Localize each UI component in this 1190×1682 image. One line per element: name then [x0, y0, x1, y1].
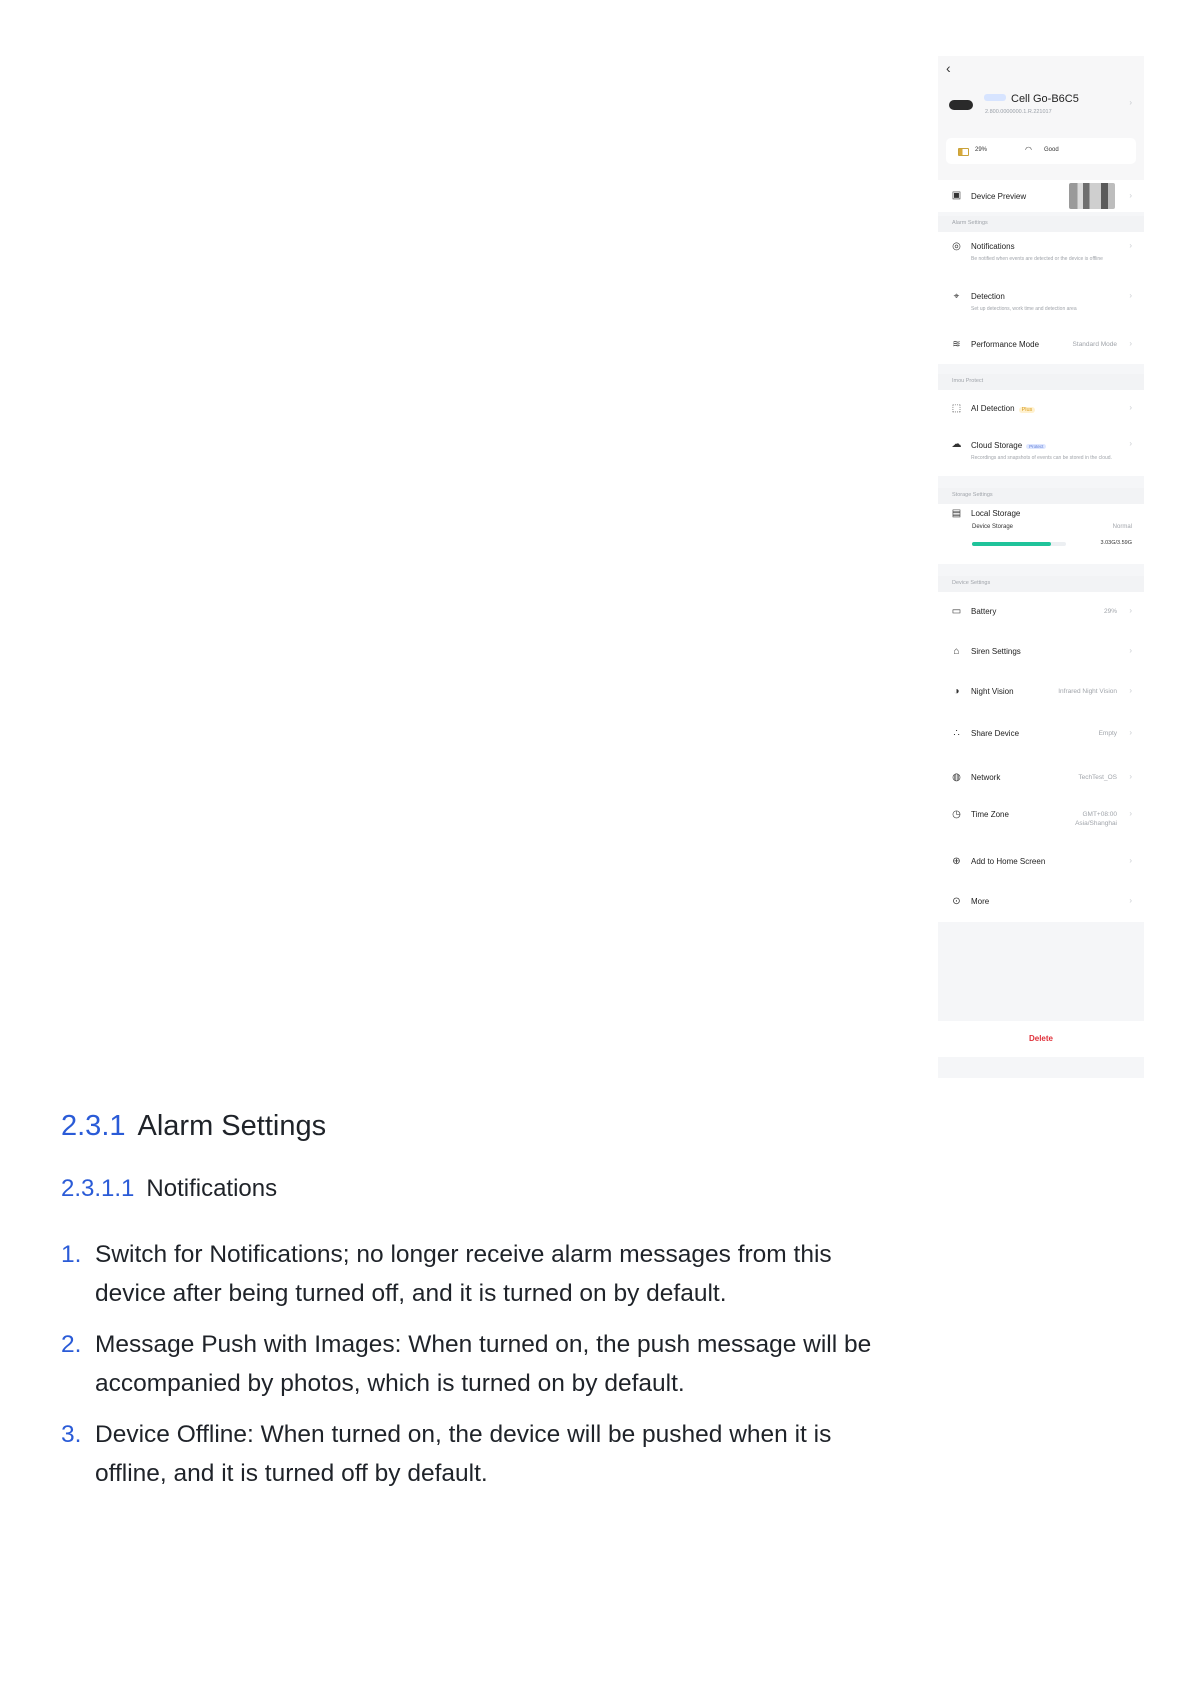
network-row[interactable] [938, 756, 1144, 798]
subsection-heading [61, 1175, 277, 1203]
section-label: Device Settings [952, 580, 991, 586]
time-zone-row[interactable] [938, 798, 1144, 842]
section-label: Imou Protect [952, 378, 984, 384]
crosshair-icon: ⌖ [953, 291, 960, 302]
detection-row[interactable] [938, 280, 1144, 324]
subsection-number: 2.3.1.1 [61, 1175, 135, 1202]
cloud-storage-label [971, 441, 1046, 450]
device-name: Cell Go-B6C5 [1011, 93, 1079, 105]
battery-value: 29% [1103, 608, 1117, 615]
chevron-right-icon: › [1129, 856, 1132, 865]
chevron-right-icon: › [1129, 772, 1132, 781]
delete-button[interactable] [938, 1021, 1144, 1057]
network-label: Network [971, 773, 1001, 782]
protect-tag: Protect [1026, 444, 1046, 449]
device-version: 2.800.0000000.1.R.221017 [985, 109, 1052, 115]
sd-card-icon: ▤ [951, 508, 962, 519]
battery-label: Battery [971, 607, 997, 616]
device-preview-label: Device Preview [971, 192, 1027, 201]
chevron-right-icon: › [1129, 191, 1132, 200]
ai-detection-label [971, 404, 1035, 413]
battery-status: 29% [975, 147, 988, 153]
share-device-label: Share Device [971, 729, 1020, 738]
ai-detection-row[interactable] [938, 390, 1144, 428]
chevron-right-icon: › [1129, 896, 1132, 905]
section-alarm-settings [938, 216, 1144, 232]
storage-progress-fill [972, 542, 1051, 546]
night-vision-value: Infrared Night Vision [1058, 688, 1117, 695]
list-item [61, 1325, 901, 1403]
image-icon: ▣ [951, 190, 962, 201]
local-storage-label: Local Storage [971, 509, 1021, 518]
preview-thumbnail [1069, 183, 1115, 209]
performance-icon: ≋ [952, 339, 961, 350]
battery-icon: ▭ [951, 606, 962, 617]
cloud-icon: ☁ [951, 439, 962, 450]
device-badge [984, 94, 1006, 101]
chevron-right-icon[interactable]: › [1129, 98, 1132, 107]
clock-icon: ◷ [952, 809, 961, 820]
more-icon: ⊙ [952, 896, 961, 907]
globe-icon: ◍ [952, 772, 961, 783]
ai-icon: ⬚ [951, 403, 962, 414]
battery-icon [958, 148, 969, 156]
list-text: Message Push with Images: When turned on, the push message will be accompanied by photos, which is turned on by default. [95, 1331, 872, 1397]
notifications-description: Be notified when events are detected or the device is offline [971, 256, 1103, 262]
chevron-right-icon: › [1129, 646, 1132, 655]
more-label: More [971, 897, 990, 906]
chevron-right-icon: › [1129, 339, 1132, 348]
network-value: TechTest_OS [1078, 774, 1117, 781]
battery-row[interactable] [938, 592, 1144, 632]
chevron-right-icon: › [1129, 291, 1132, 300]
performance-mode-value: Standard Mode [1072, 341, 1117, 348]
siren-settings-row[interactable] [938, 632, 1144, 672]
list-number: 3. [61, 1421, 82, 1448]
chevron-left-icon[interactable]: ‹ [946, 60, 951, 76]
share-device-value: Empty [1098, 730, 1117, 737]
list-number: 2. [61, 1331, 82, 1358]
app-screenshot [938, 56, 1144, 1078]
section-device-settings [938, 576, 1144, 592]
section-title: Alarm Settings [137, 1110, 327, 1142]
camera-image [949, 100, 973, 110]
detection-label: Detection [971, 292, 1005, 301]
notifications-row[interactable] [938, 232, 1144, 280]
section-storage-settings [938, 488, 1144, 504]
performance-mode-row[interactable] [938, 324, 1144, 364]
more-row[interactable] [938, 882, 1144, 922]
device-header [938, 56, 1144, 180]
device-storage-label: Device Storage [972, 524, 1014, 530]
chevron-right-icon: › [1129, 403, 1132, 412]
notifications-label: Notifications [971, 242, 1015, 251]
storage-progress-bar [972, 542, 1066, 546]
chevron-right-icon: › [1129, 728, 1132, 737]
storage-state: Normal [1112, 524, 1132, 530]
time-zone-label: Time Zone [971, 810, 1009, 819]
night-vision-row[interactable] [938, 672, 1144, 712]
performance-mode-label: Performance Mode [971, 340, 1040, 349]
chevron-right-icon: › [1129, 606, 1132, 615]
section-label: Storage Settings [952, 492, 993, 498]
section-number: 2.3.1 [61, 1110, 126, 1142]
plus-tag: Plus [1019, 407, 1036, 413]
delete-label: Delete [1028, 1034, 1053, 1043]
add-home-icon: ⊕ [952, 856, 961, 867]
chevron-right-icon: › [1129, 439, 1132, 448]
night-vision-label: Night Vision [971, 687, 1014, 696]
list-item [61, 1235, 901, 1313]
add-home-row[interactable] [938, 842, 1144, 882]
time-zone-value: GMT+08:00 Asia/Shanghai [1075, 811, 1117, 827]
subsection-title: Notifications [146, 1175, 278, 1202]
wifi-status: Good [1044, 147, 1059, 153]
siren-settings-label: Siren Settings [971, 647, 1021, 656]
share-icon: ∴ [953, 728, 960, 739]
list-number: 1. [61, 1241, 82, 1268]
notification-options-list [61, 1235, 901, 1505]
ai-detection-text: AI Detection [971, 404, 1015, 413]
cloud-storage-row[interactable] [938, 428, 1144, 476]
local-storage-row[interactable] [938, 504, 1144, 564]
night-vision-icon: ◑ [953, 686, 960, 697]
status-card [946, 138, 1136, 164]
chevron-right-icon: › [1129, 241, 1132, 250]
chat-icon: ◎ [952, 241, 961, 252]
section-heading [61, 1110, 326, 1143]
chevron-right-icon: › [1129, 686, 1132, 695]
add-home-label: Add to Home Screen [971, 857, 1046, 866]
chevron-right-icon: › [1129, 809, 1132, 818]
section-imou-protect [938, 374, 1144, 390]
section-label: Alarm Settings [952, 220, 988, 226]
cloud-storage-description: Recordings and snapshots of events can be stored in the cloud. [971, 455, 1112, 461]
list-item [61, 1415, 901, 1493]
cloud-storage-text: Cloud Storage [971, 441, 1023, 450]
storage-capacity: 3.03G/3.59G [1100, 540, 1132, 546]
share-device-row[interactable] [938, 712, 1144, 756]
detection-description: Set up detections, work time and detection area [971, 306, 1077, 312]
siren-icon: ⌂ [953, 646, 960, 657]
list-text: Switch for Notifications; no longer receive alarm messages from this device after being turned off, and it is turned on by default. [95, 1241, 832, 1307]
device-preview-row[interactable] [938, 180, 1144, 212]
list-text: Device Offline: When turned on, the device will be pushed when it is offline, and it is turned off by default. [95, 1421, 832, 1487]
wifi-icon: ◠ [1025, 145, 1032, 154]
